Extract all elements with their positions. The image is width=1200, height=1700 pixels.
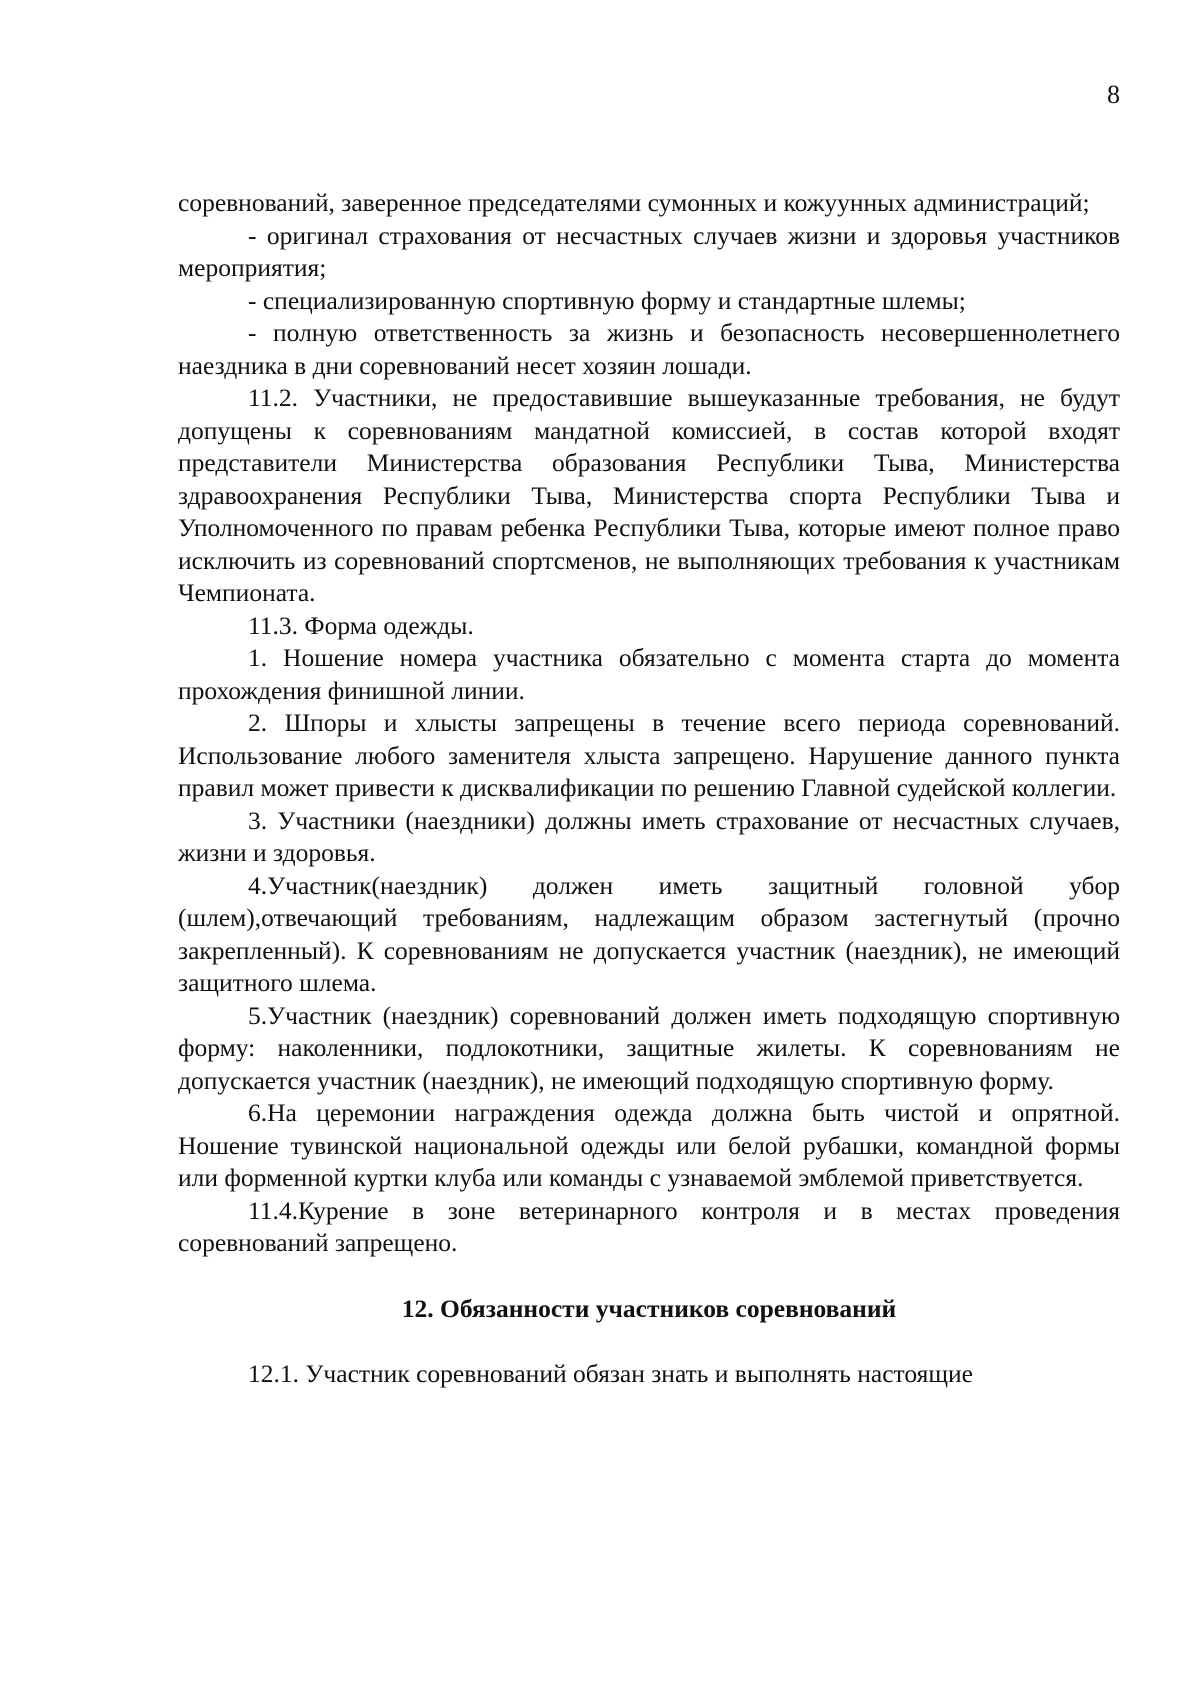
paragraph-clothing-2: 2. Шпоры и хлысты запрещены в течение всего периода соревнований. Использование любого заменителя хлыста запрещено. Нарушение данного пункта правил может привести к дисквалификации по решению Главной судейской коллегии. (178, 708, 1120, 802)
paragraph-11-2: 11.2. Участники, не предоставившие вышеуказанные требования, не будут допущены к соревнованиям мандатной комиссией, в состав которой входят представители Министерства образования Республики Тыва, Министерства здравоохранения Республики Тыва, Министерства спорта Республики Тыва и Уполномоченного по правам ребенка Республики Тыва, которые имеют полное право исключить из соревнований спортсменов, не выполняющих требования к участникам Чемпионата. (178, 383, 1120, 607)
paragraph-clothing-4: 4.Участник(наездник) должен иметь защитный головной убор (шлем),отвечающий требованиям, надлежащим образом застегнутый (прочно закрепленный). К соревнованиям не допускается участник (наездник), не имеющий защитного шлема. (178, 870, 1120, 997)
section-heading: 12. Обязанности участников соревнований (401, 1293, 897, 1323)
paragraph-12-1: 12.1. Участник соревнований обязан знать и выполнять настоящие (248, 1359, 973, 1388)
paragraph-11-4: 11.4.Курение в зоне ветеринарного контроля и в местах проведения соревнований запрещено. (178, 1195, 1120, 1257)
paragraph-responsibility: - полную ответственность за жизнь и безопасность несовершеннолетнего наездника в дни соревнований несет хозяин лошади. (178, 318, 1120, 380)
paragraph-clothing-5: 5.Участник (наездник) соревнований должен иметь подходящую спортивную форму: наколенники, подлокотники, защитные жилеты. К соревнованиям не допускается участник (наездник), не имеющий подходящую спортивную форму. (178, 1000, 1120, 1095)
paragraph-insurance-original: - оригинал страхования от несчастных случаев жизни и здоровья участников мероприятия; (178, 220, 1120, 282)
paragraph-continuation: соревнований, заверенное председателями сумонных и кожуунных администраций; (178, 188, 1090, 217)
paragraph-clothing-6: 6.На церемонии награждения одежда должна быть чистой и опрятной. Ношение тувинской национальной одежды или белой рубашки, командной формы или форменной куртки клуба или команды с узнаваемой эмблемой приветствуется. (178, 1098, 1120, 1192)
paragraph-11-3: 11.3. Форма одежды. (248, 610, 474, 640)
paragraph-clothing-3: 3. Участники (наездники) должны иметь страхование от несчастных случаев, жизни и здоровья. (178, 805, 1120, 867)
page-number: 8 (1107, 80, 1120, 109)
paragraph-clothing-1: 1. Ношение номера участника обязательно с момента старта до момента прохождения финишной линии. (178, 643, 1120, 705)
document-body (178, 187, 1120, 1391)
paragraph-sport-uniform: - специализированную спортивную форму и стандартные шлемы; (248, 285, 966, 315)
